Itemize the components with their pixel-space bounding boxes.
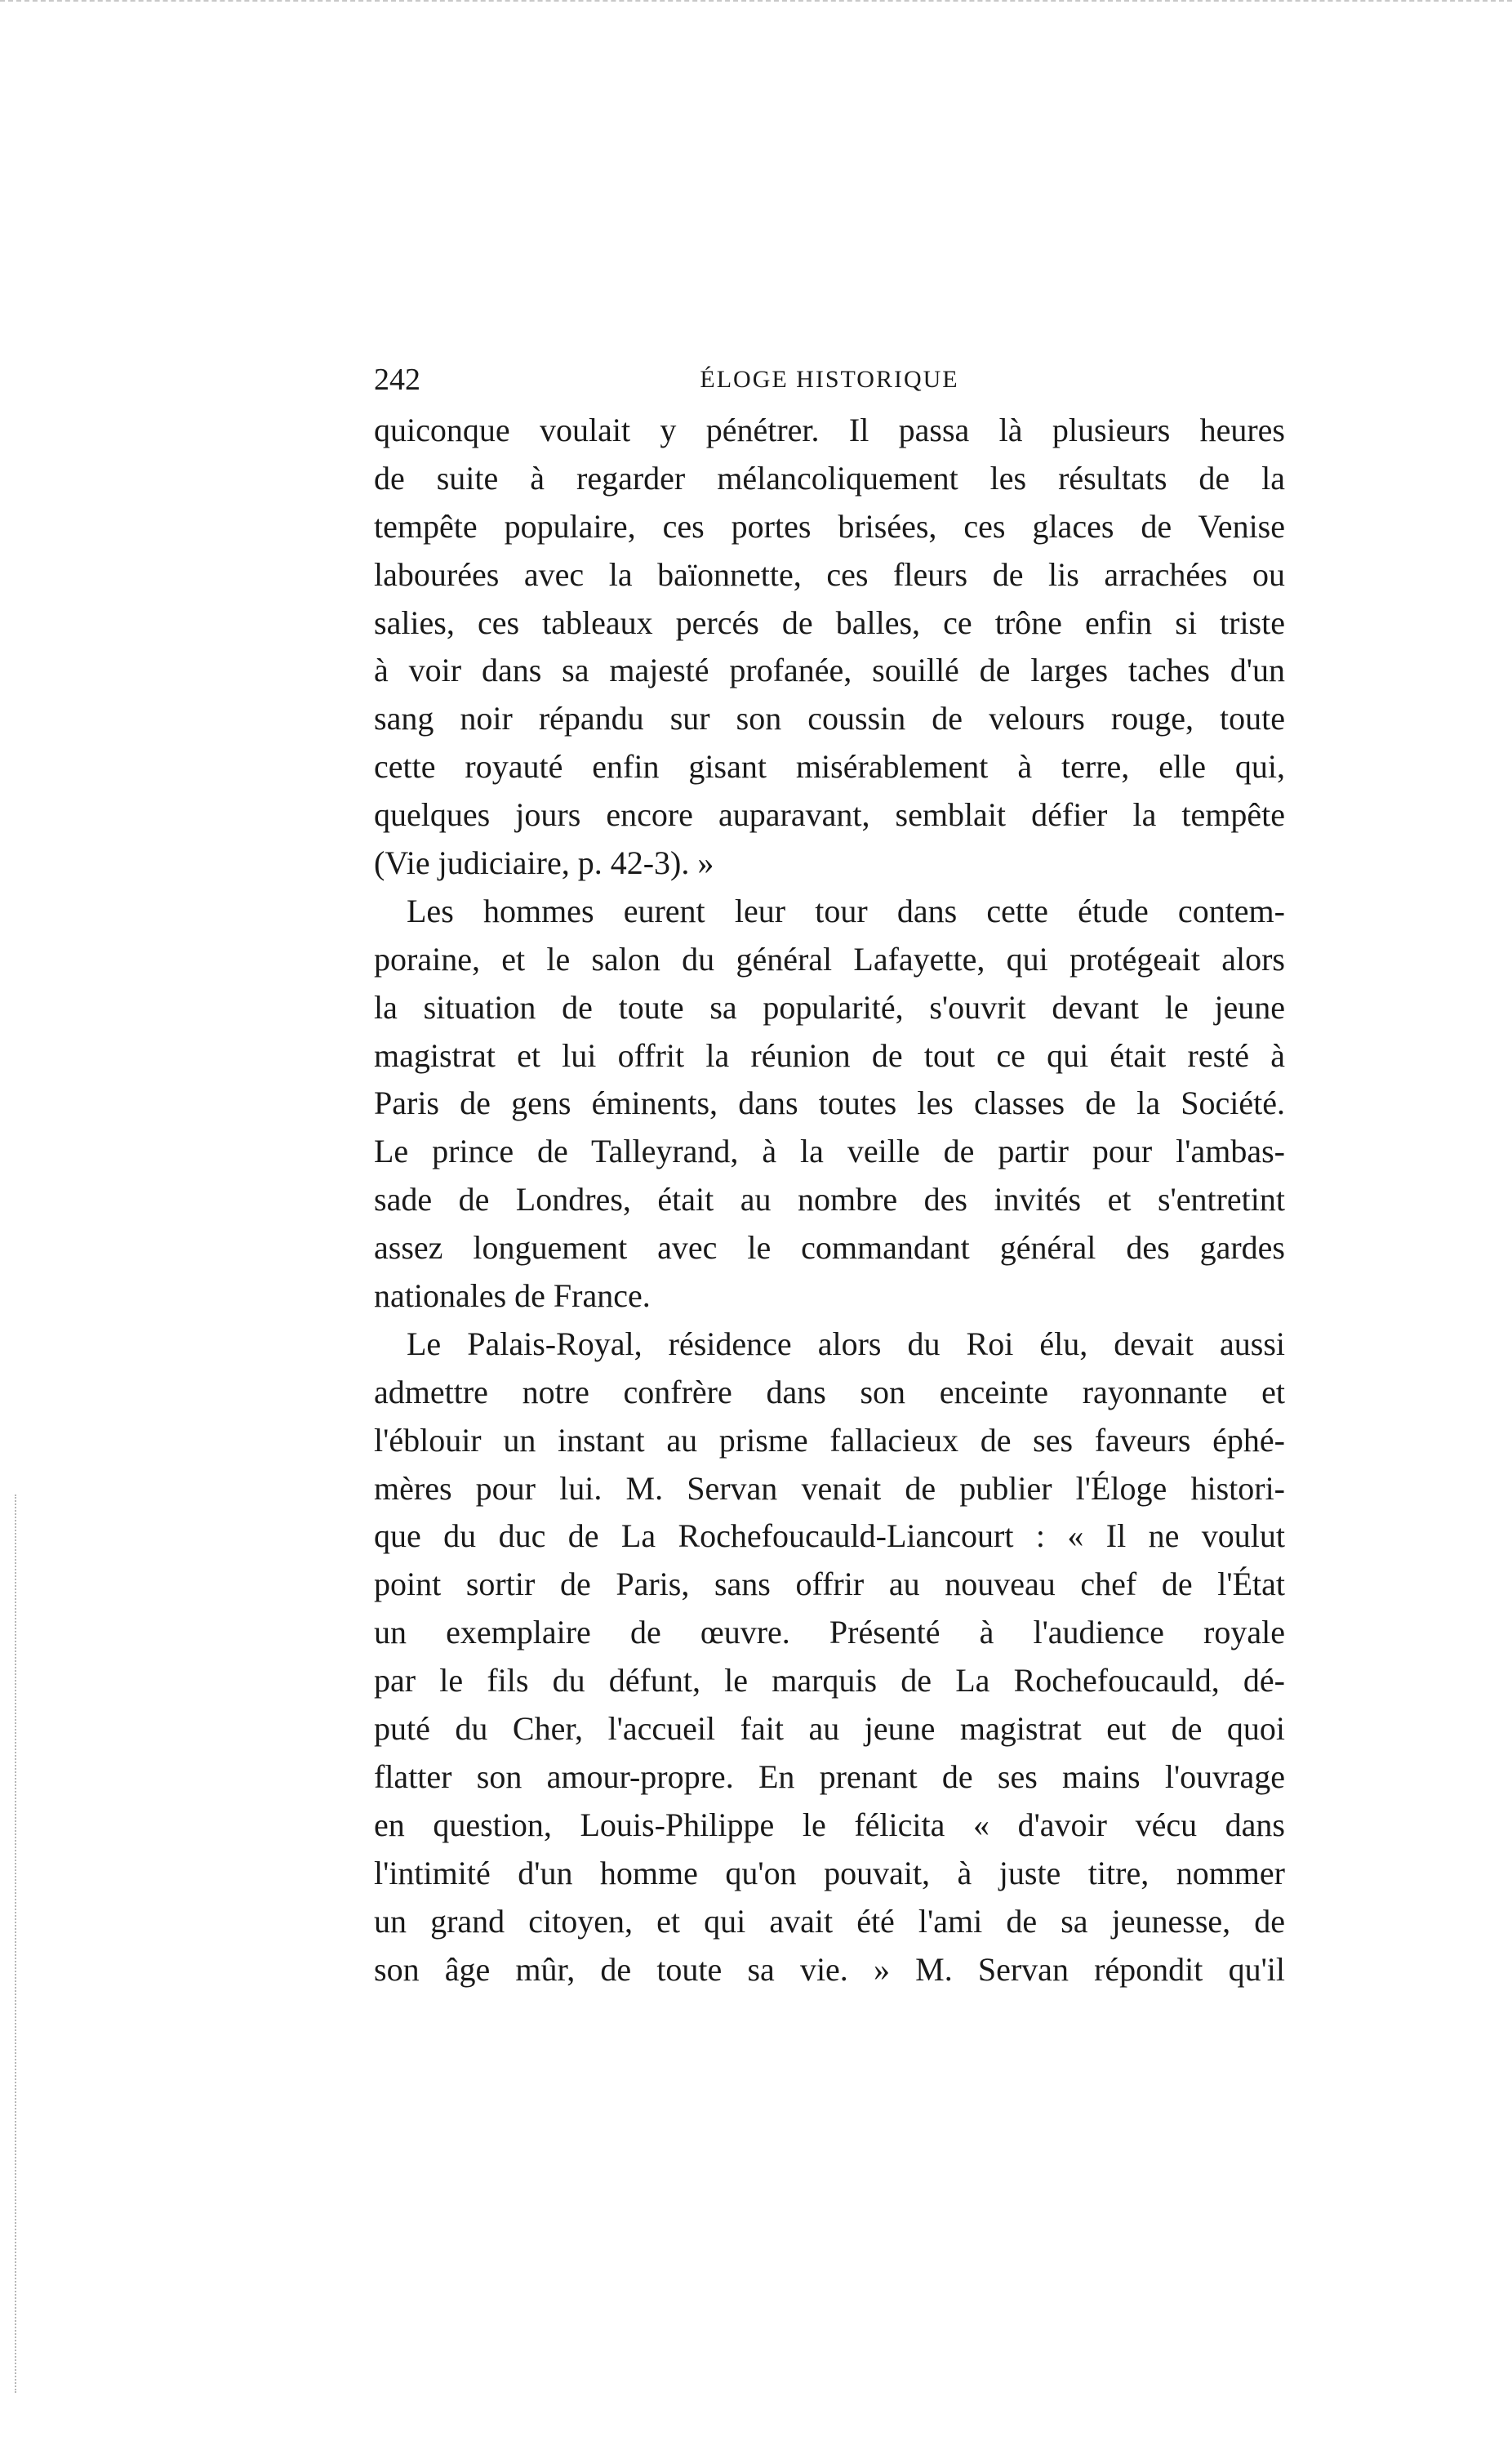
text-line: Paris de gens éminents, dans toutes les classes de la Société. [374,1085,1285,1122]
text-line: labourées avec la baïonnette, ces fleurs de lis arrachées ou [374,555,1285,593]
scan-edge-artifact [0,0,1512,8]
text-line: magistrat et lui offrit la réunion de tout ce qui était resté à [374,1036,1285,1074]
text-line: quelques jours encore auparavant, semblait défier la tempête [374,796,1285,834]
text-line: (Vie judiciaire, p. 42-3). » [374,844,714,882]
text-line: flatter son amour-propre. En prenant de ses mains l'ouvrage [374,1757,1285,1795]
text-line: l'intimité d'un homme qu'on pouvait, à juste titre, nommer [374,1854,1285,1891]
text-line: puté du Cher, l'accueil fait au jeune magistrat eut de quoi [374,1710,1285,1748]
text-line: à voir dans sa majesté profanée, souillé de larges taches d'un [374,652,1285,689]
text-line: admettre notre confrère dans son enceinte rayonnante et [374,1373,1285,1410]
text-line: poraine, et le salon du général Lafayette, qui protégeait alors [374,940,1285,978]
text-line: que du duc de La Rochefoucauld-Liancourt : « Il ne voulut [374,1517,1285,1555]
text-line: salies, ces tableaux percés de balles, ce trône enfin si triste [374,604,1285,641]
text-line: assez longuement avec le commandant général des gardes [374,1229,1285,1267]
text-line: l'éblouir un instant au prisme fallacieux de ses faveurs éphé- [374,1421,1285,1459]
paragraph-start-line: Le Palais-Royal, résidence alors du Roi élu, devait aussi [407,1325,1285,1362]
text-line: nationales de France. [374,1277,651,1315]
running-head [374,359,1285,400]
text-line: mères pour lui. M. Servan venait de publier l'Éloge histori- [374,1469,1285,1507]
text-line: sang noir répandu sur son coussin de velours rouge, toute [374,700,1285,737]
text-line: de suite à regarder mélancoliquement les résultats de la [374,459,1285,497]
text-line: par le fils du défunt, le marquis de La Rochefoucauld, dé- [374,1662,1285,1699]
running-title: ÉLOGE HISTORIQUE [700,366,959,393]
text-line: un grand citoyen, et qui avait été l'ami de sa jeunesse, de [374,1902,1285,1940]
text-line: tempête populaire, ces portes brisées, ces glaces de Venise [374,507,1285,545]
body-text [374,407,1285,1993]
text-line: quiconque voulait y pénétrer. Il passa là plusieurs heures [374,412,1285,448]
text-line: Le prince de Talleyrand, à la veille de partir pour l'ambas- [374,1133,1285,1170]
page-number: 242 [374,363,420,397]
text-line: sade de Londres, était au nombre des invités et s'entretint [374,1181,1285,1218]
text-line: point sortir de Paris, sans offrir au nouveau chef de l'État [374,1566,1285,1603]
margin-scan-specks [15,1494,20,2393]
text-line: son âge mûr, de toute sa vie. » M. Servan répondit qu'il [374,1950,1285,1988]
text-line: en question, Louis-Philippe le félicita « d'avoir vécu dans [374,1806,1285,1843]
paragraph-start-line: Les hommes eurent leur tour dans cette étude contem- [407,892,1285,929]
text-line: un exemplaire de œuvre. Présenté à l'audience royale [374,1614,1285,1651]
text-line: cette royauté enfin gisant misérablement à terre, elle qui, [374,748,1285,786]
text-line: la situation de toute sa popularité, s'ouvrit devant le jeune [374,988,1285,1026]
